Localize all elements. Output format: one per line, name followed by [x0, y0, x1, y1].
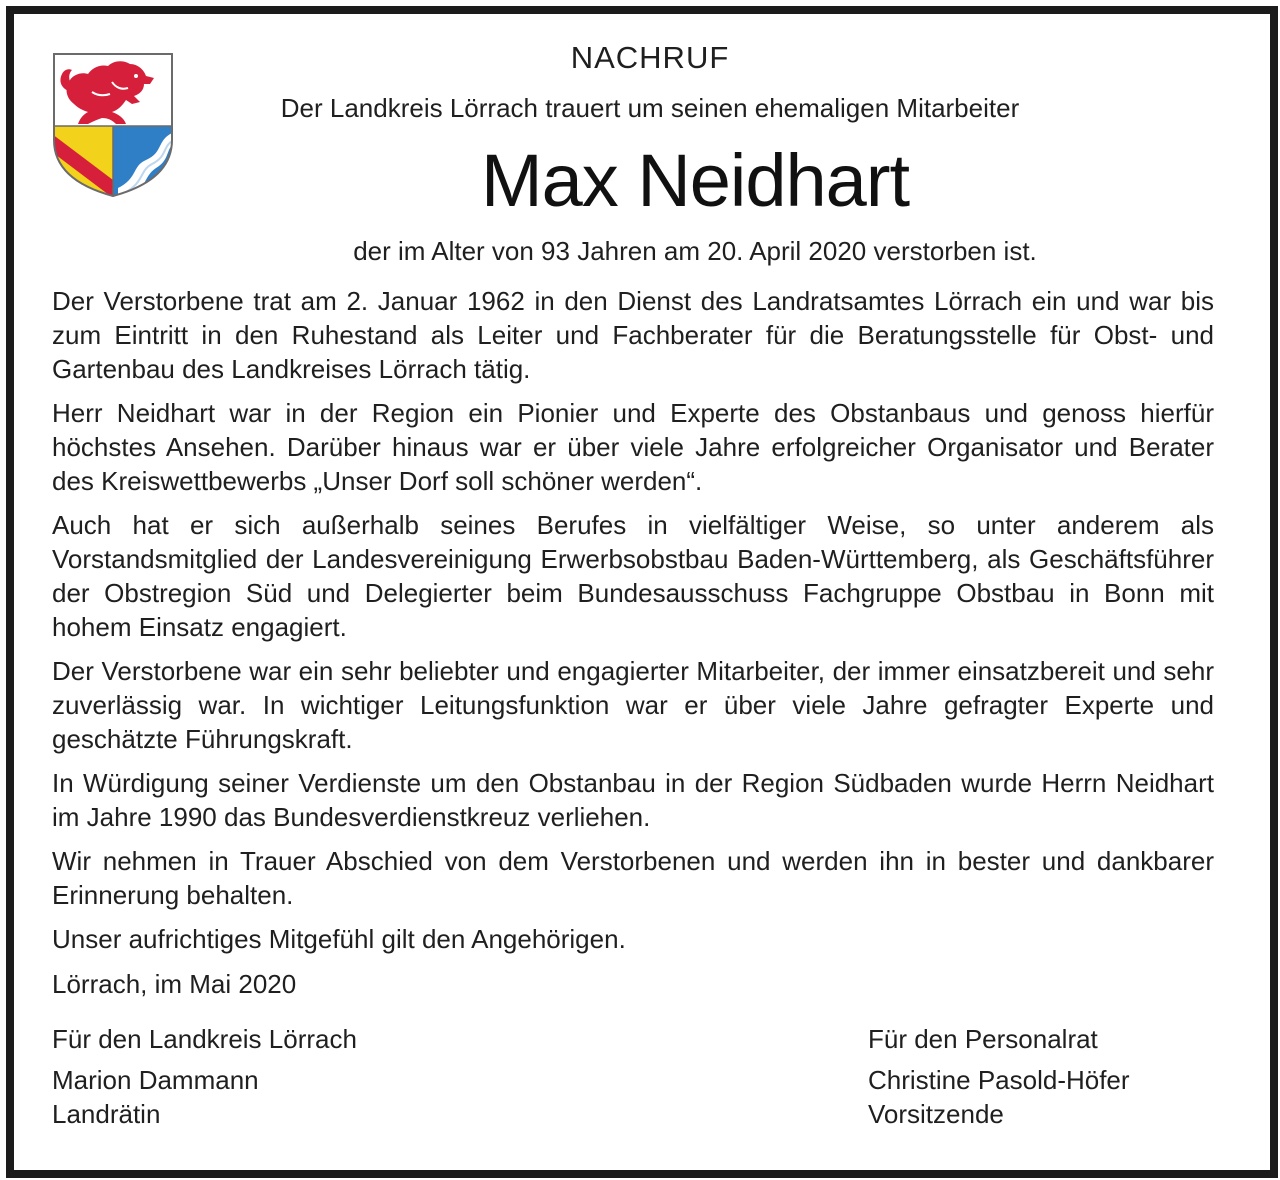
signature-org: Für den Landkreis Lörrach: [52, 1024, 357, 1054]
body-paragraph: Auch hat er sich außerhalb seines Berufes in vielfältiger Weise, so unter anderem als Vorstandsmitglied der Landesvereinigung Erwerbsobstbau Baden-Württemberg, als Geschäftsführer der Obstregion Süd und Delegierter beim Bundesausschuss Fachgruppe Obstbau in Bonn mit hohem Einsatz engagiert.: [52, 510, 1214, 642]
age-date-line: der im Alter von 93 Jahren am 20. April 2020 verstorben ist.: [353, 236, 1037, 266]
obituary-body: [52, 284, 1214, 1012]
signature-title: Vorsitzende: [868, 1099, 1004, 1129]
signature-title: Landrätin: [52, 1099, 161, 1129]
body-paragraph: In Würdigung seiner Verdienste um den Obstanbau in der Region Südbaden wurde Herrn Neidhart im Jahre 1990 das Bundesverdienstkreuz verliehen.: [52, 768, 1214, 832]
body-paragraph: Herr Neidhart war in der Region ein Pionier und Experte des Obstanbaus und genoss hierfür höchstes Ansehen. Darüber hinaus war er über viele Jahre erfolgreicher Organisator und Berater des Kreiswettbewerbs „Unser Dorf soll schöner werden“.: [52, 398, 1214, 496]
intro-line: Der Landkreis Lörrach trauert um seinen ehemaligen Mitarbeiter: [280, 93, 1020, 123]
deceased-name: Max Neidhart: [480, 139, 910, 222]
signature-org: Für den Personalrat: [868, 1024, 1098, 1054]
signature-left: [52, 1022, 357, 1131]
body-paragraph: Wir nehmen in Trauer Abschied von dem Verstorbenen und werden ihn in bester und dankbarer Erinnerung behalten.: [52, 846, 1214, 910]
signature-name: Christine Pasold-Höfer: [868, 1065, 1130, 1095]
body-paragraph: Der Verstorbene trat am 2. Januar 1962 in den Dienst des Landratsamtes Lörrach ein und war bis zum Eintritt in den Ruhestand als Leiter und Fachberater für die Beratungsstelle für Obst- und Gartenbau des Landkreises Lörrach tätig.: [52, 286, 1214, 384]
signature-name: Marion Dammann: [52, 1065, 259, 1095]
signature-right: [868, 1022, 1130, 1131]
place-date: Lörrach, im Mai 2020: [52, 969, 297, 999]
condolence-line: Unser aufrichtiges Mitgefühl gilt den Angehörigen.: [52, 924, 626, 954]
obituary-title: NACHRUF: [570, 40, 730, 75]
body-paragraph: Der Verstorbene war ein sehr beliebter und engagierter Mitarbeiter, der immer einsatzbereit und sehr zuverlässig war. In wichtiger Leitungsfunktion war er über viele Jahre gefragter Experte und geschätzte Führungskraft.: [52, 656, 1214, 754]
